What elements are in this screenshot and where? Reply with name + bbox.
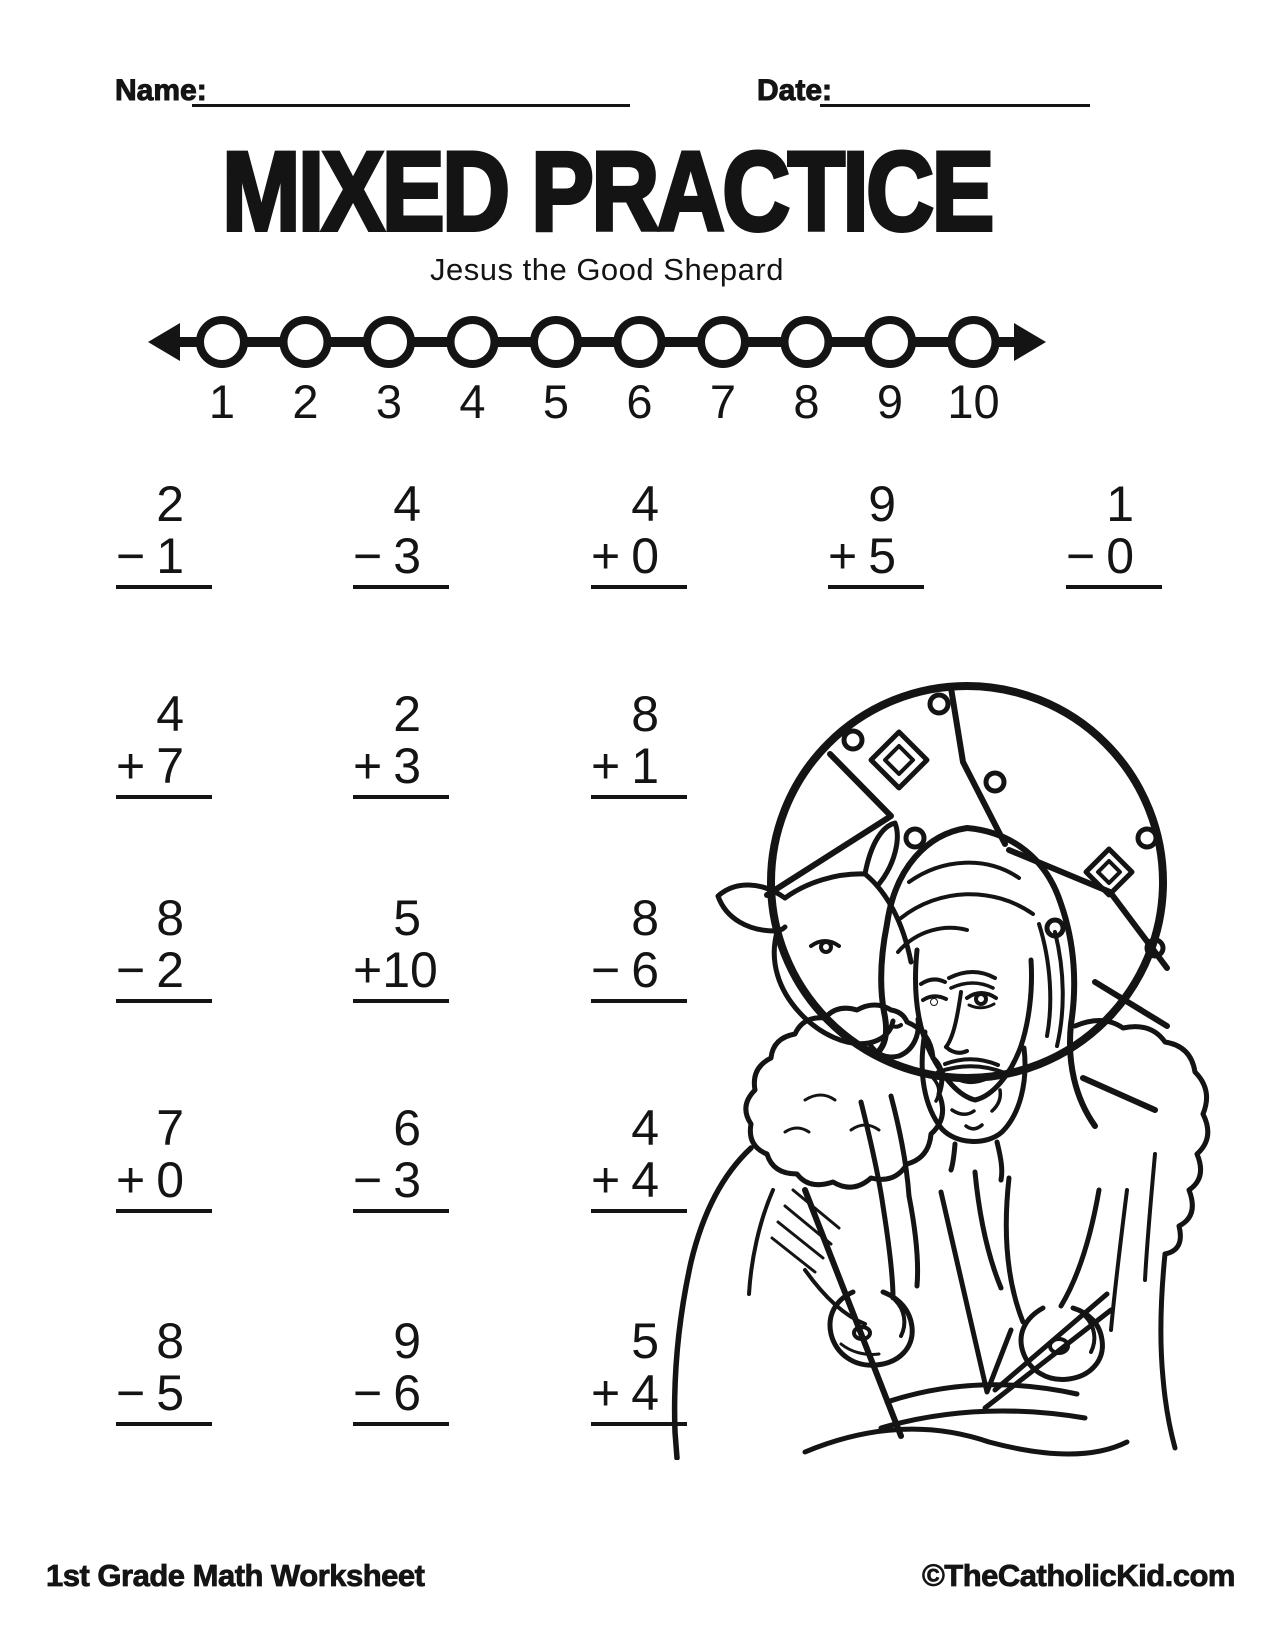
problem-top-number: 8 [631,890,659,946]
problem-operator: − [1066,528,1096,584]
answer-blank[interactable] [116,589,212,635]
problem-operator: − [591,942,621,998]
answer-blank[interactable] [353,1003,449,1049]
math-problem [353,478,449,635]
answer-blank[interactable] [116,799,212,845]
problem-bottom-number: 5 [156,1365,184,1421]
problem-operator: − [116,528,146,584]
number-line-label: 5 [542,375,570,428]
answer-blank[interactable] [353,589,449,635]
math-problem [353,1102,449,1259]
number-line-label: 1 [208,375,236,428]
number-line-label: 7 [709,375,737,428]
number-line-label: 8 [793,375,820,428]
problem-top-number: 8 [156,1313,184,1369]
jesus-figure [878,828,1095,1180]
problem-operator: + [353,942,383,998]
problem-bottom-number: 10 [382,942,438,998]
problem-bottom-number: 1 [631,738,659,794]
answer-blank[interactable] [353,799,449,845]
footer-credit-link[interactable]: ©TheCatholicKid.com [921,1558,1235,1593]
number-line-label: 2 [292,375,319,428]
math-problem [828,478,924,635]
problem-bottom-number: 6 [393,1365,421,1421]
problem-operator: − [353,1152,383,1208]
math-problem [116,1315,212,1472]
number-line-label: 3 [375,375,403,428]
problem-operator: + [353,738,383,794]
math-problem [353,1315,449,1472]
problem-top-number: 4 [631,476,659,532]
problem-operator: + [591,1152,621,1208]
problem-operator: + [591,738,621,794]
problem-operator: − [353,1365,383,1421]
problem-bottom-number: 6 [631,942,659,998]
problem-top-number: 4 [393,476,421,532]
problem-top-number: 5 [631,1313,659,1369]
answer-blank[interactable] [1066,589,1162,635]
math-problem [1066,478,1162,635]
problem-bottom-number: 0 [631,528,659,584]
problem-top-number: 6 [393,1100,421,1156]
number-line-label: 9 [876,375,904,428]
problem-bottom-number: 0 [156,1152,184,1208]
problem-bottom-number: 0 [1106,528,1134,584]
problem-operator: − [353,528,383,584]
page-title: MIXED PRACTICE [222,129,992,254]
problem-bottom-number: 3 [393,1152,421,1208]
problem-top-number: 2 [393,686,421,742]
math-problem [116,892,212,1049]
problem-bottom-number: 7 [156,738,184,794]
problem-top-number: 4 [631,1100,659,1156]
number-line-label: 6 [626,375,653,428]
answer-blank[interactable] [353,1213,449,1259]
page-subtitle: Jesus the Good Shepard [430,252,784,287]
date-label: Date: [757,74,833,107]
answer-blank[interactable] [353,1426,449,1472]
problem-operator: + [116,1152,146,1208]
problem-operator: + [591,528,621,584]
problem-operator: − [116,1365,146,1421]
problem-bottom-number: 4 [631,1365,659,1421]
problem-top-number: 1 [1106,476,1134,532]
footer-left-text: 1st Grade Math Worksheet [46,1558,425,1593]
problem-bottom-number: 1 [156,528,184,584]
math-problem [353,892,449,1049]
problem-top-number: 4 [156,686,184,742]
math-problem [116,478,212,635]
math-problem [116,1102,212,1259]
problem-operator: + [116,738,146,794]
diamond-ornament [871,732,927,788]
problem-top-number: 5 [393,890,421,946]
good-shepherd-illustration [655,630,1215,1460]
number-line-label: 4 [459,375,486,428]
math-problem [353,688,449,845]
problem-top-number: 9 [868,476,896,532]
problem-bottom-number: 3 [393,738,421,794]
answer-blank[interactable] [828,589,924,635]
answer-blank[interactable] [116,1426,212,1472]
lamb [718,823,943,1298]
problem-bottom-number: 2 [156,942,184,998]
problem-top-number: 9 [393,1313,421,1369]
answer-blank[interactable] [116,1003,212,1049]
answer-blank[interactable] [591,589,687,635]
problem-operator: − [116,942,146,998]
problem-top-number: 2 [156,476,184,532]
halo-stained-glass [767,686,1167,1110]
problem-bottom-number: 5 [868,528,896,584]
problem-bottom-number: 4 [631,1152,659,1208]
problem-top-number: 7 [156,1100,184,1156]
number-line-label: 10 [947,375,1000,428]
problem-operator: + [591,1365,621,1421]
problem-bottom-number: 3 [393,528,421,584]
problem-top-number: 8 [631,686,659,742]
answer-blank[interactable] [116,1213,212,1259]
name-label: Name: [115,74,207,107]
math-problem [591,478,687,635]
problem-operator: + [828,528,858,584]
problem-top-number: 8 [156,890,184,946]
math-problem [116,688,212,845]
